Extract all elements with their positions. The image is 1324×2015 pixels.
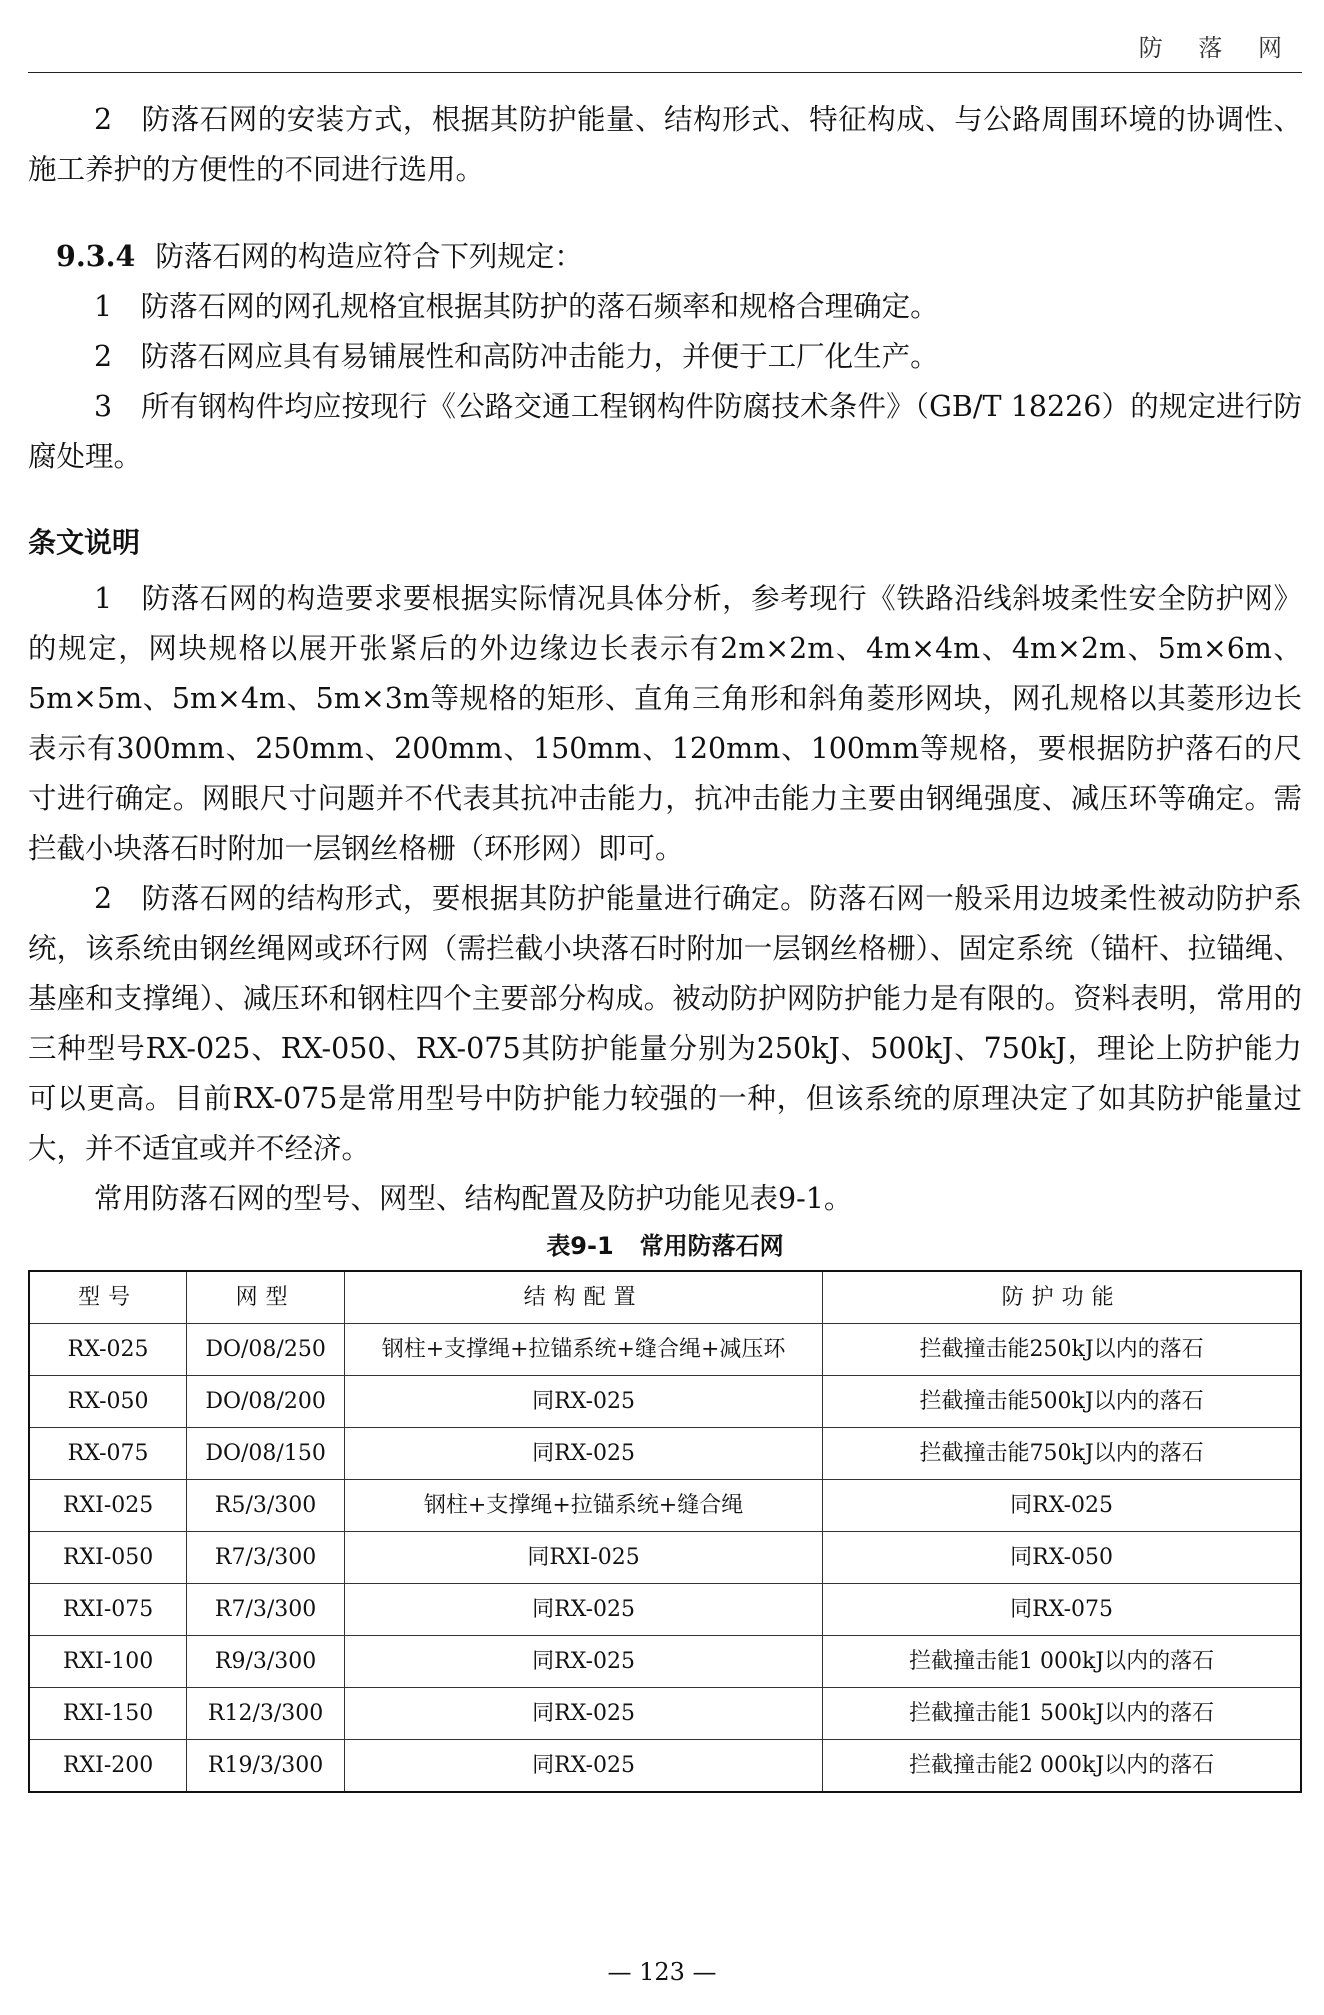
table-cell: RXI-025	[29, 1480, 187, 1532]
table-row	[29, 1428, 1301, 1480]
table-cell: 同RX-075	[823, 1584, 1301, 1636]
clause-number: 9.3.4	[56, 239, 136, 273]
table-cell: 钢柱+支撑绳+拉锚系统+缝合绳+减压环	[344, 1324, 822, 1376]
table-cell: RXI-150	[29, 1688, 187, 1740]
table-cell: R19/3/300	[187, 1740, 345, 1793]
table-cell: 拦截撞击能250kJ以内的落石	[823, 1324, 1301, 1376]
explanation-paragraph-3: 常用防落石网的型号、网型、结构配置及防护功能见表9-1。	[94, 1182, 853, 1215]
table-row	[29, 1480, 1301, 1532]
table-cell: 同RXI-025	[344, 1532, 822, 1584]
paragraph-installation: 2 防落石网的安装方式，根据其防护能量、结构形式、特征构成、与公路周围环境的协调性、施工养护的方便性的不同进行选用。	[28, 103, 1302, 186]
clause-item-1: 1 防落石网的网孔规格宜根据其防护的落石频率和规格合理确定。	[94, 290, 939, 323]
table-cell: R9/3/300	[187, 1636, 345, 1688]
page-content	[28, 95, 1302, 1793]
page-header	[28, 18, 1302, 73]
table-cell: 同RX-025	[344, 1740, 822, 1793]
table-row	[29, 1636, 1301, 1688]
table-caption	[28, 1226, 1302, 1266]
table-cell: 钢柱+支撑绳+拉锚系统+缝合绳	[344, 1480, 822, 1532]
page-number: — 123 —	[607, 1958, 717, 1986]
table-cell: DO/08/250	[187, 1324, 345, 1376]
table-cell: 拦截撞击能1 000kJ以内的落石	[823, 1636, 1301, 1688]
table-cell: R7/3/300	[187, 1532, 345, 1584]
table-cell: 同RX-050	[823, 1532, 1301, 1584]
table-cell: R7/3/300	[187, 1584, 345, 1636]
table-cell: 拦截撞击能2 000kJ以内的落石	[823, 1740, 1301, 1793]
column-header: 网型	[187, 1271, 345, 1324]
table-cell: RX-050	[29, 1376, 187, 1428]
table-cell: R12/3/300	[187, 1688, 345, 1740]
clause-text: 防落石网的构造应符合下列规定：	[155, 240, 583, 273]
table-cell: RX-075	[29, 1428, 187, 1480]
table-cell: 同RX-025	[344, 1428, 822, 1480]
table-cell: 同RX-025	[823, 1480, 1301, 1532]
table-cell: RX-025	[29, 1324, 187, 1376]
rockfall-net-table	[28, 1270, 1302, 1793]
explanation-paragraph-1: 1 防落石网的构造要求要根据实际情况具体分析，参考现行《铁路沿线斜坡柔性安全防护网》的规定，网块规格以展开张紧后的外边缘边长表示有2m×2m、4m×4m、4m×2m、5m×6m、5m×5m、5m×4m、5m×3m等规格的矩形、直角三角形和斜角菱形网块，网孔规格以其菱形边长表示有300mm、250mm、200mm、150mm、120mm、100mm等规格，要根据防护落石的尺寸进行确定。网眼尺寸问题并不代表其抗冲击能力，抗冲击能力主要由钢绳强度、减压环等确定。需拦截小块落石时附加一层钢丝格栅（环形网）即可。	[28, 582, 1302, 865]
table-row	[29, 1740, 1301, 1793]
explanation-paragraph-2: 2 防落石网的结构形式，要根据其防护能量进行确定。防落石网一般采用边坡柔性被动防护系统，该系统由钢丝绳网或环行网（需拦截小块落石时附加一层钢丝格栅）、固定系统（锚杆、拉锚绳、基座和支撑绳）、减压环和钢柱四个主要部分构成。被动防护网防护能力是有限的。资料表明，常用的三种型号RX-025、RX-050、RX-075其防护能量分别为250kJ、500kJ、750kJ，理论上防护能力可以更高。目前RX-075是常用型号中防护能力较强的一种，但该系统的原理决定了如其防护能量过大，并不适宜或并不经济。	[28, 882, 1302, 1165]
table-cell: RXI-100	[29, 1636, 187, 1688]
table-cell: RXI-075	[29, 1584, 187, 1636]
table-cell: 同RX-025	[344, 1636, 822, 1688]
table-row	[29, 1324, 1301, 1376]
table-cell: 拦截撞击能1 500kJ以内的落石	[823, 1688, 1301, 1740]
table-cell: DO/08/150	[187, 1428, 345, 1480]
table-cell: DO/08/200	[187, 1376, 345, 1428]
table-header-row	[29, 1271, 1301, 1324]
header-title: 防 落 网	[1138, 34, 1296, 62]
table-caption-number: 表9-1	[546, 1232, 614, 1260]
section-title: 条文说明	[28, 526, 141, 559]
table-row	[29, 1584, 1301, 1636]
column-header: 防护功能	[823, 1271, 1301, 1324]
table-row	[29, 1376, 1301, 1428]
column-header: 型号	[29, 1271, 187, 1324]
clause-heading	[28, 231, 1302, 282]
column-header: 结构配置	[344, 1271, 822, 1324]
table-cell: RXI-050	[29, 1532, 187, 1584]
table-cell: 拦截撞击能500kJ以内的落石	[823, 1376, 1301, 1428]
table-cell: 同RX-025	[344, 1376, 822, 1428]
table-caption-title: 常用防落石网	[639, 1232, 784, 1260]
table-cell: RXI-200	[29, 1740, 187, 1793]
clause-item-2: 2 防落石网应具有易铺展性和高防冲击能力，并便于工厂化生产。	[94, 340, 939, 373]
table-row	[29, 1688, 1301, 1740]
table-cell: R5/3/300	[187, 1480, 345, 1532]
table-cell: 拦截撞击能750kJ以内的落石	[823, 1428, 1301, 1480]
table-cell: 同RX-025	[344, 1688, 822, 1740]
table-cell: 同RX-025	[344, 1584, 822, 1636]
clause-item-3: 3 所有钢构件均应按现行《公路交通工程钢构件防腐技术条件》（GB/T 18226）的规定进行防腐处理。	[28, 390, 1302, 473]
table-row	[29, 1532, 1301, 1584]
